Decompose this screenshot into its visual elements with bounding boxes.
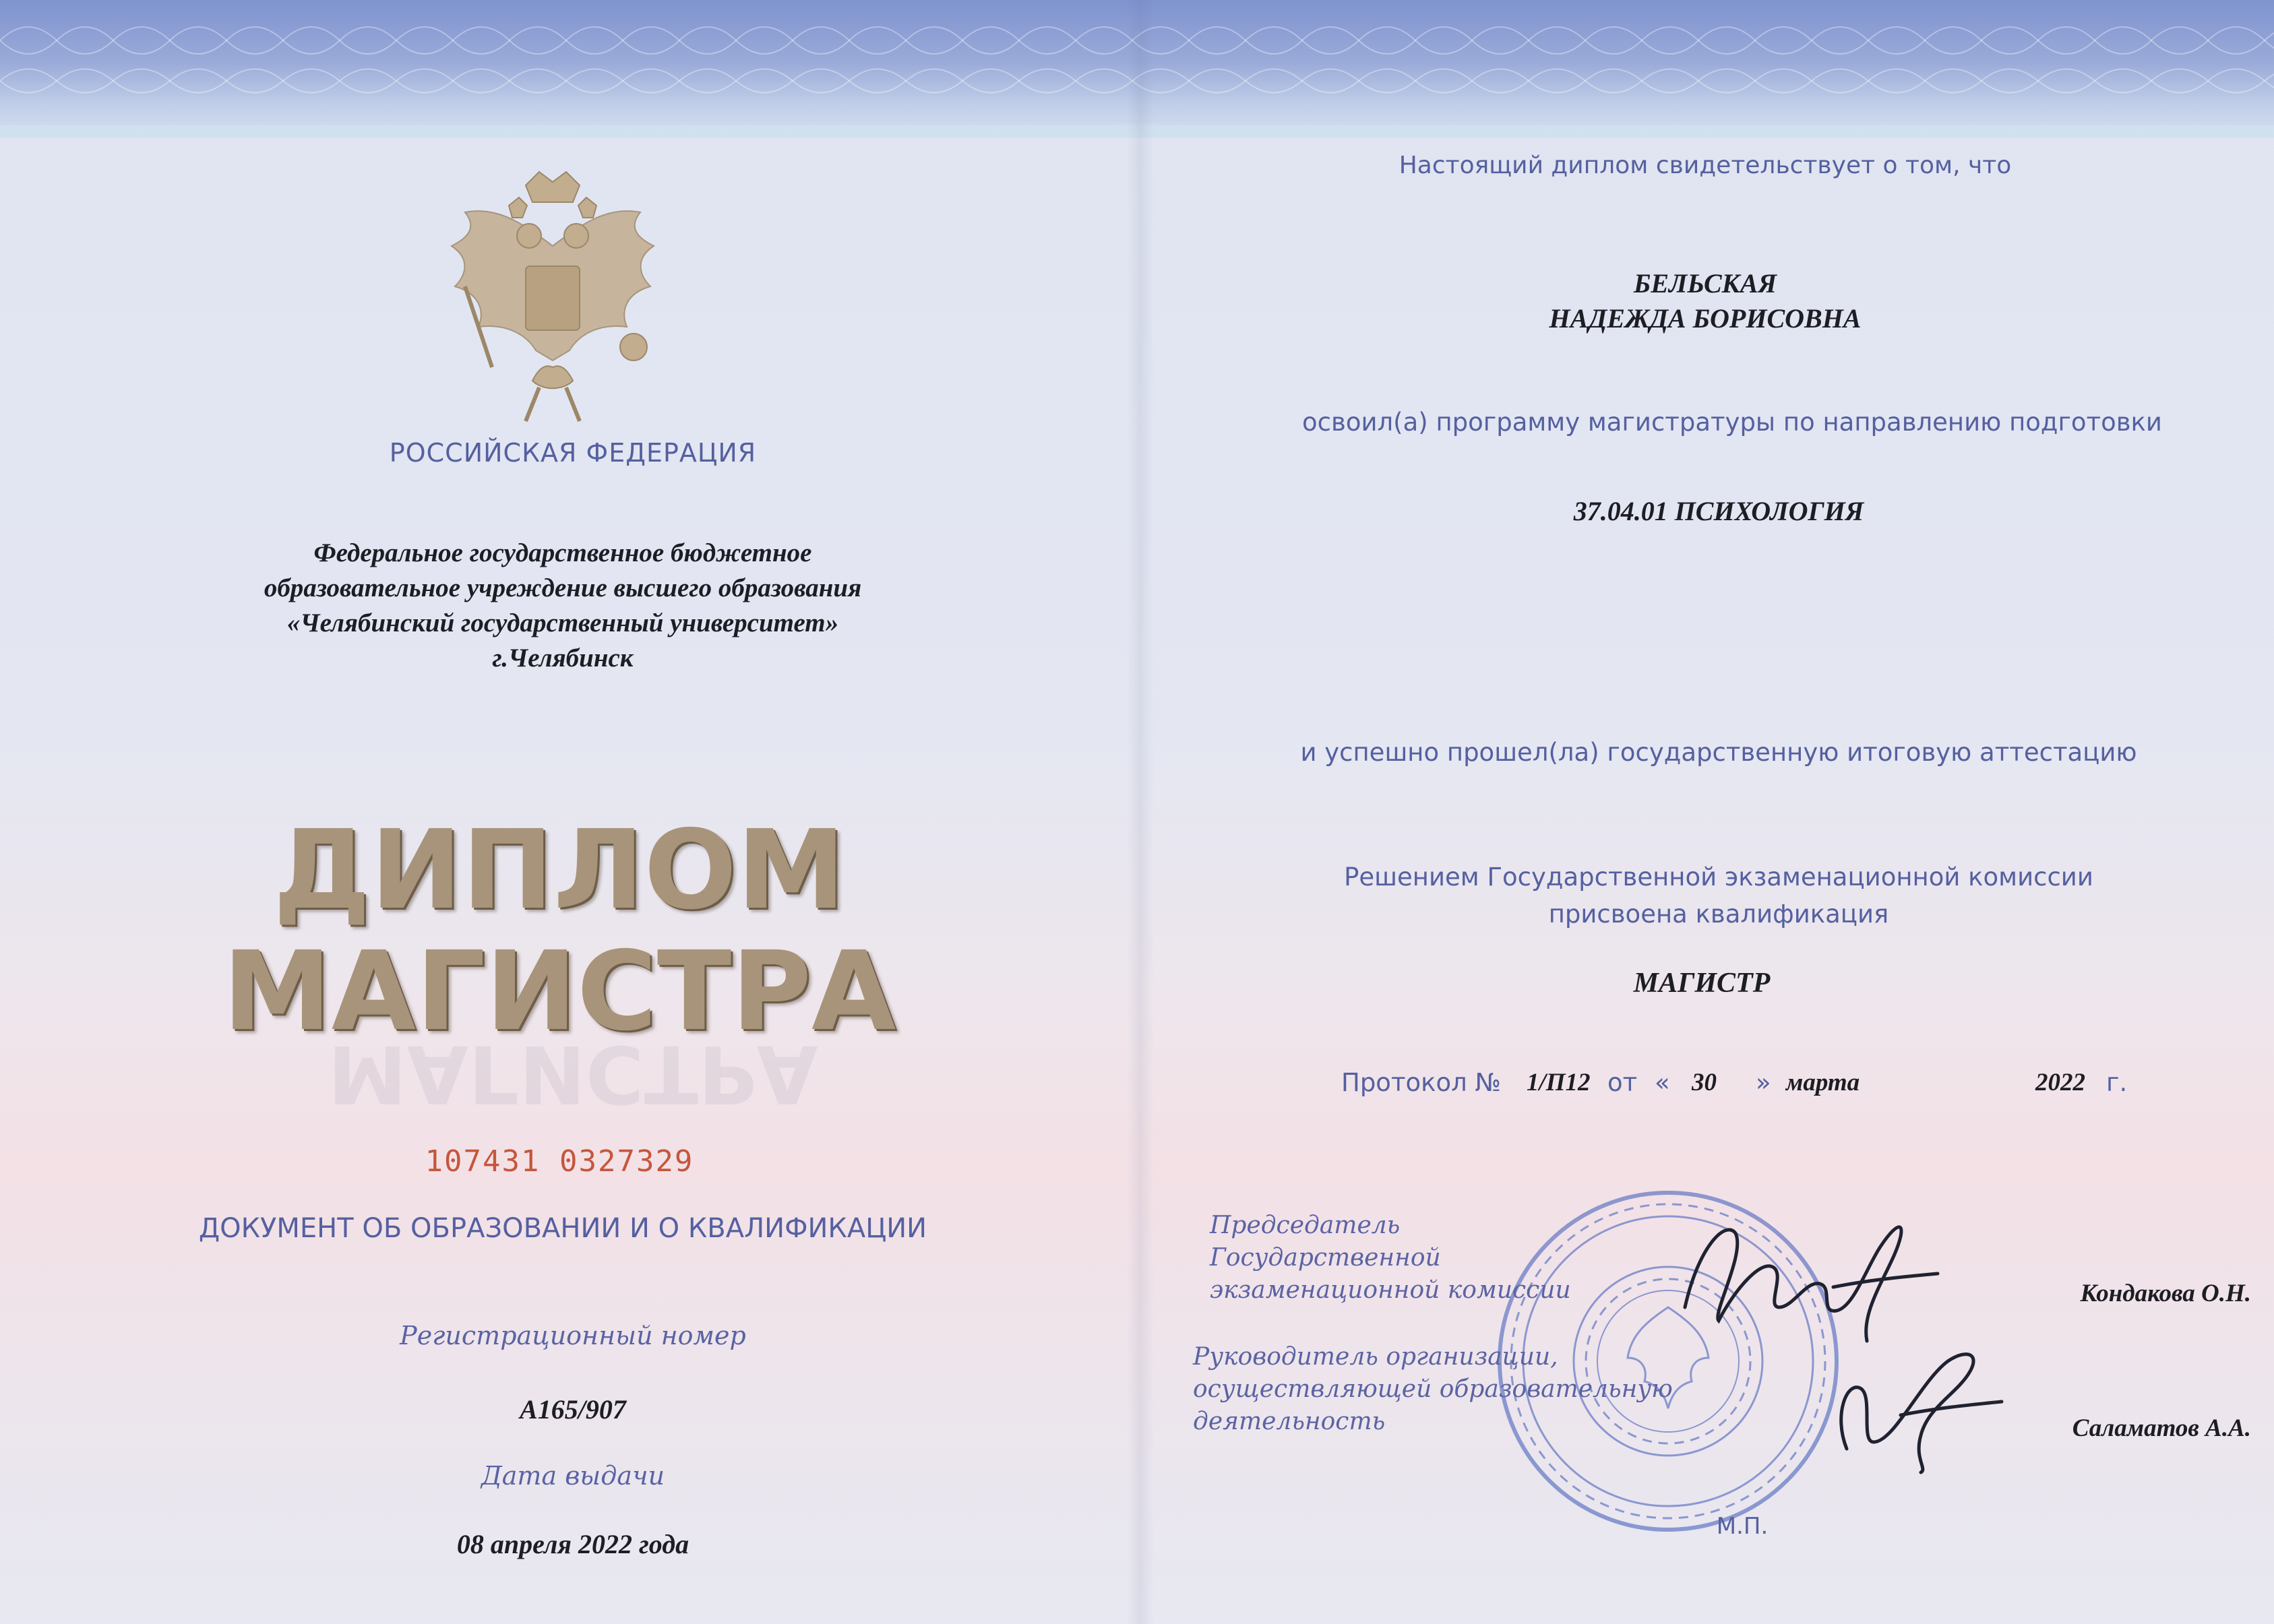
program-text: освоил(а) программу магистратуры по направлению подготовки [1302,408,2162,437]
qualification: МАГИСТР [1633,968,1771,999]
registration-number: А165/907 [520,1394,626,1425]
chair-label-line-2: Государственной [1210,1244,1441,1272]
protocol-label: Протокол № [1341,1068,1502,1097]
graduate-names: НАДЕЖДА БОРИСОВНА [1549,303,1862,334]
issue-date-label: Дата выдачи [481,1461,665,1491]
protocol-month: марта [1786,1069,1860,1096]
seal-place-mark: М.П. [1716,1513,1769,1540]
protocol-year: 2022 [2035,1069,2085,1096]
study-direction: 37.04.01 ПСИХОЛОГИЯ [1573,496,1864,526]
issue-date: 08 апреля 2022 года [456,1529,689,1559]
diploma-title-line-2: МАГИСТРА [222,929,896,1055]
attestation-text: и успешно прошел(ла) государственную итоговую аттестацию [1300,738,2137,767]
protocol-quote-close: » [1756,1068,1771,1097]
head-name: Саламатов А.А. [2072,1414,2251,1442]
chair-label [1210,1210,1614,1307]
graduate-surname: БЕЛЬСКАЯ [1633,268,1777,299]
chair-label-line-3: экзаменационной комиссии [1210,1276,1571,1304]
chair-signature-icon [1671,1206,1941,1348]
registration-number-label: Регистрационный номер [400,1321,746,1350]
intro-text: Настоящий диплом свидетельствует о том, что [1399,152,2012,179]
head-label-line-3: деятельность [1193,1408,1386,1435]
organization-line-1: Федеральное государственное бюджетное [313,538,812,567]
head-label-line-1: Руководитель организации, [1193,1343,1558,1371]
protocol-quote-open: « [1655,1068,1670,1097]
double-headed-eagle-emblem-icon [438,165,667,441]
protocol-day: 30 [1692,1069,1717,1096]
head-label-line-2: осуществляющей образовательную [1193,1375,1673,1403]
chair-label-line-1: Председатель [1210,1212,1401,1239]
serial-number: 107431 0327329 [425,1144,694,1179]
head-label [1193,1341,1698,1438]
decision-line-1: Решением Государственной экзаменационной комиссии [1344,863,2093,892]
document-type: ДОКУМЕНТ ОБ ОБРАЗОВАНИИ И О КВАЛИФИКАЦИИ [198,1213,927,1244]
page-fold [1127,0,1154,1624]
organization-line-2: образовательное учреждение высшего образования [264,573,862,602]
organization-line-3: «Челябинский государственный университет» [286,608,839,637]
protocol-year-suffix: г. [2106,1068,2128,1097]
decision-line-2: присвоена квалификация [1548,900,1889,929]
organization-block [135,536,991,676]
chair-name: Кондакова О.Н. [2080,1280,2251,1307]
organization-city: г.Челябинск [492,644,634,673]
diploma-title-line-1: ДИПЛОМ [273,807,846,934]
title-show-through: МАГИСТРА [328,1028,818,1121]
country-name: РОССИЙСКАЯ ФЕДЕРАЦИЯ [389,438,757,468]
protocol-from: от [1607,1068,1638,1097]
protocol-number: 1/П12 [1527,1069,1591,1096]
head-signature-icon [1820,1341,2008,1476]
